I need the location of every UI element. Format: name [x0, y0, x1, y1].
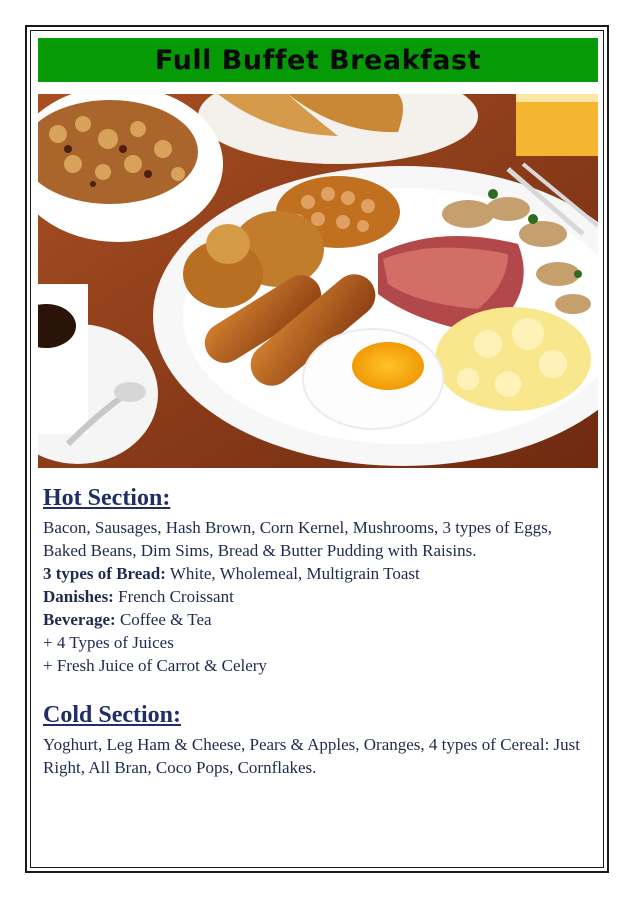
hot-items-text: Bacon, Sausages, Hash Brown, Corn Kernel, Mushrooms, 3 types of Eggs, Baked Beans, Dim Sims, Bread & Butter Pudding with Raisins.: [43, 518, 552, 560]
bread-value: White, Wholemeal, Multigrain Toast: [165, 564, 420, 583]
fresh-juice-line: + Fresh Juice of Carrot & Celery: [43, 656, 267, 675]
title-banner: [38, 38, 598, 82]
bread-line: [43, 562, 593, 585]
breakfast-plate-icon: [38, 94, 598, 468]
danishes-line: [43, 585, 593, 608]
beverage-value: Coffee & Tea: [115, 610, 212, 629]
beverage-label: Beverage:: [43, 610, 116, 629]
hot-section-heading: Hot Section:: [43, 485, 171, 511]
beverage-line: [43, 608, 593, 631]
danishes-label: Danishes:: [43, 587, 114, 606]
cold-items-text: Yoghurt, Leg Ham & Cheese, Pears & Apples, Oranges, 4 types of Cereal: Just Right, All Bran, Coco Pops, Cornflakes.: [43, 735, 580, 777]
cold-section-heading: Cold Section:: [43, 702, 181, 728]
juices-line: + 4 Types of Juices: [43, 633, 174, 652]
page-title: Full Buffet Breakfast: [155, 44, 481, 76]
danishes-value: French Croissant: [113, 587, 234, 606]
bread-label: 3 types of Bread:: [43, 564, 166, 583]
menu-content: [43, 484, 593, 779]
section-spacer: [43, 677, 593, 701]
breakfast-photo: [38, 94, 598, 468]
